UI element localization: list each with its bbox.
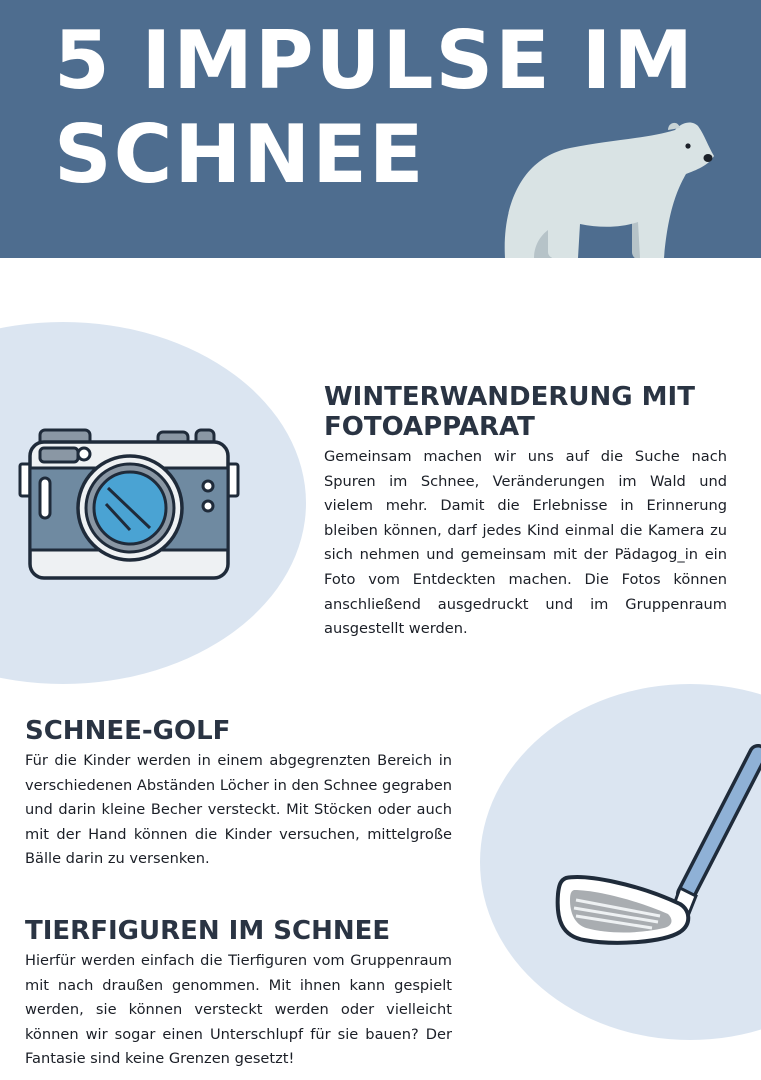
header-banner [0,0,761,258]
polar-bear-icon [500,118,715,258]
camera-icon [18,424,240,582]
section-heading-schnee-golf: SCHNEE-GOLF [25,716,231,746]
section-heading-winterwanderung: WINTERWANDERUNG MIT FOTOAPPARAT [324,382,695,442]
section-text-schnee-golf: Für die Kinder werden in einem abgegrenzten Bereich in verschiedenen Abständen Löcher in den Schnee gegraben und darin kleine Becher versteckt. Mit Stöcken oder auch mit der Hand können die Kinder versuchen, mittelgroße Bälle darin zu versenken. [25,752,452,868]
page-title: 5 IMPULSE IM SCHNEE [54,14,695,201]
golf-club-icon [552,744,761,954]
section-text-winterwanderung: Gemeinsam machen wir uns auf die Suche nach Spuren im Schnee, Veränderungen im Wald und vielem mehr. Damit die Erlebnisse in Erinnerung bleiben können, darf jedes Kind einmal die Kamera zu sich nehmen und gemeinsam mit der Pädagog_in ein Foto vom Entdeckten machen. Die Fotos können anschließend ausgedruckt und im Gruppenraum ausgestellt werden. [324,448,727,638]
section-heading-tierfiguren: TIERFIGUREN IM SCHNEE [25,916,391,946]
section-text-tierfiguren: Hierfür werden einfach die Tierfiguren vom Gruppenraum mit nach draußen genommen. Mit ihnen kann gespielt werden, sie können versteckt werden oder vielleicht können wir sogar einen Unterschlupf für sie bauen? Der Fantasie sind keine Grenzen gesetzt! [25,952,452,1068]
